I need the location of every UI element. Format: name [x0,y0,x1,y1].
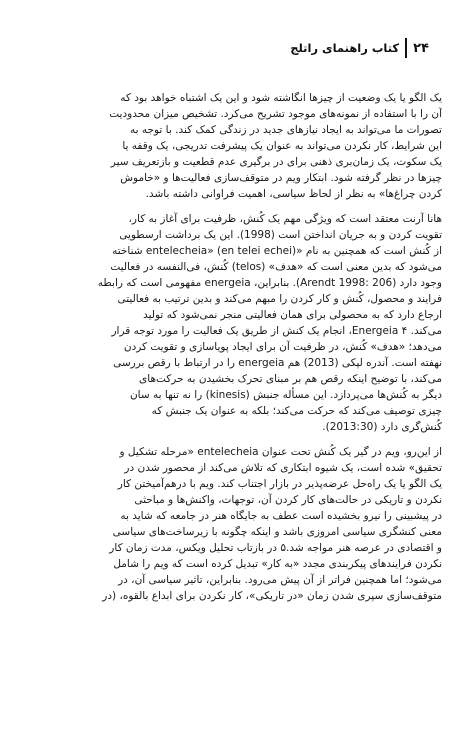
text-line: تحقیق» شده است، یک شیوه ابتکاری که تلاش می‌کند از محصور شدن در [124,462,442,474]
header-divider [405,38,407,58]
text-line: در پیشبینی را نیرو بخشیده است عطف به جایگاه هنر در جامعه که شاید به [120,510,442,522]
text-line: یک سکوت، یک زمان‌بری ذهنی برای در برگیری عدم قطعیت و بازتعریف سیر [110,156,442,168]
text-line: معنی کنشگری سیاسی امروزی باشد و اینکه چگونه با زیرساخت‌های سیاسی [112,526,442,538]
text-line: از این‌رو، ویم در گیر یک کُنش تحت عنوان entelecheia «مرحله تشکیل و [119,446,442,458]
text-line: یک الگو یا یک وضعیت از چیزها انگاشته شود و این یک اشتباه خواهد بود که [120,92,442,104]
text-line: متوقف‌سازی سپری شدن زمان «در تاریکی»، کار نکردن برای ابداع بالقوه، (در [102,590,442,602]
text-line: تقویت کردن و به جریان انداختن است (1998). این یک برداشت ارسطویی [119,229,442,241]
text-line: دیگر به کُنش‌ها می‌پردازد. این مسأله جنبش (kinesis) را نه تنها به سان [129,389,442,401]
text-line: می‌دهد؛ «هدف» کُنش، در ظرفیت آن برای ایجاد پویاسازی و تقویت کردن [123,341,442,353]
text-line: کُنش‌گری دارد (2013:30). [322,421,442,433]
text-line: نکردن فرایندهای پیکربندی مجدد «به کار» تبدیل کرده است که ویم را شامل [113,558,442,570]
text-line: چیزها در نظر گرفته شود. ابتکار ویم در متوقف‌سازی فعالیت‌ها و «خاموش [120,172,442,184]
text-line: آن را با استفاده از نمونه‌های موجود تشریح می‌کرد. تشخیص میزان محدودیت [109,108,442,120]
text-line: تصورات ما می‌تواند به ایجاد نیازهای جدید در زندگی کمک کند. با توجه به [129,124,442,136]
text-line: فرایند و محصول، کُنش و کار کردن را مبهم می‌کند و بدین ترتیب به فعالیتی [117,293,442,305]
text-line: این شرایط، کار نکردن می‌تواند به عنوان یک پیشرفت تدریجی، یک وقفه یا [122,140,442,152]
text-line: هانا آرنت معتقد است که ویژگی مهم یک کُنش، ظرفیت برای آغاز به کار، [128,213,442,225]
text-line: و اقتصادی در عرصه هنر مواجه شد.۵ در بازتاب تحلیل ویکس، مدت زمان کار [109,542,442,554]
text-line: می‌شود که بدین معنی است که «هدف» (telos) کُنش، فی‌النفسه در فعالیت [110,261,442,273]
text-line: کردن چراغ‌ها» به نظر از لحاظ سیاسی، اهمیت فراوانی داشته باشد. [145,188,442,200]
text-line: نکردن و تاریکی در حالت‌های کار کردن آن، توجهات، واکنش‌ها و مباحثی [134,494,442,506]
text-line: یک الگو یا یک راه‌حل عرضه‌پذیر در بازار اجتناب کند. ویم با درهم‌آمیختن کار [117,478,442,490]
text-line: وجود دارد (Arendt 1998: 206). بنابراین، energeia مفهومی است که رابطه [97,277,442,289]
body-text [30,90,442,613]
text-line: چیزی توصیف می‌کند که حرکت می‌کند؛ بلکه به عنوان یک جنبش که [151,405,442,417]
paragraph [30,90,442,202]
running-title: کتاب راهنمای راتلج [290,41,400,55]
paragraph [30,444,442,604]
page-number: ۲۴ [413,40,429,56]
text-line: می‌کند، با توضیح اینکه رقص هم بر مبنای تحرک بخشیدن به حرکت‌های [139,373,442,385]
paragraph [30,211,442,435]
page-header [287,38,429,58]
text-line: نهفته است. آندره لپکی (2013) هم energeia را در ارتباط با رقص بررسی [113,357,442,369]
text-line: ارجاع دارد که به محصولی برای همان فعالیتی منجر نمی‌شود که تولید [143,309,442,321]
text-line: از کُنش است که همچنین به نام «entelecheia» (en telei echei) شناخته [112,245,442,257]
text-line: می‌کند. Energeia ۴، انجام یک کنش از طریق یک فعالیت را مورد توجه قرار [111,325,442,337]
text-line: می‌شود؛ اما همچنین فراتر از آن پیش می‌رود. بنابراین، تاثیر سیاسی آن، در [118,574,442,586]
